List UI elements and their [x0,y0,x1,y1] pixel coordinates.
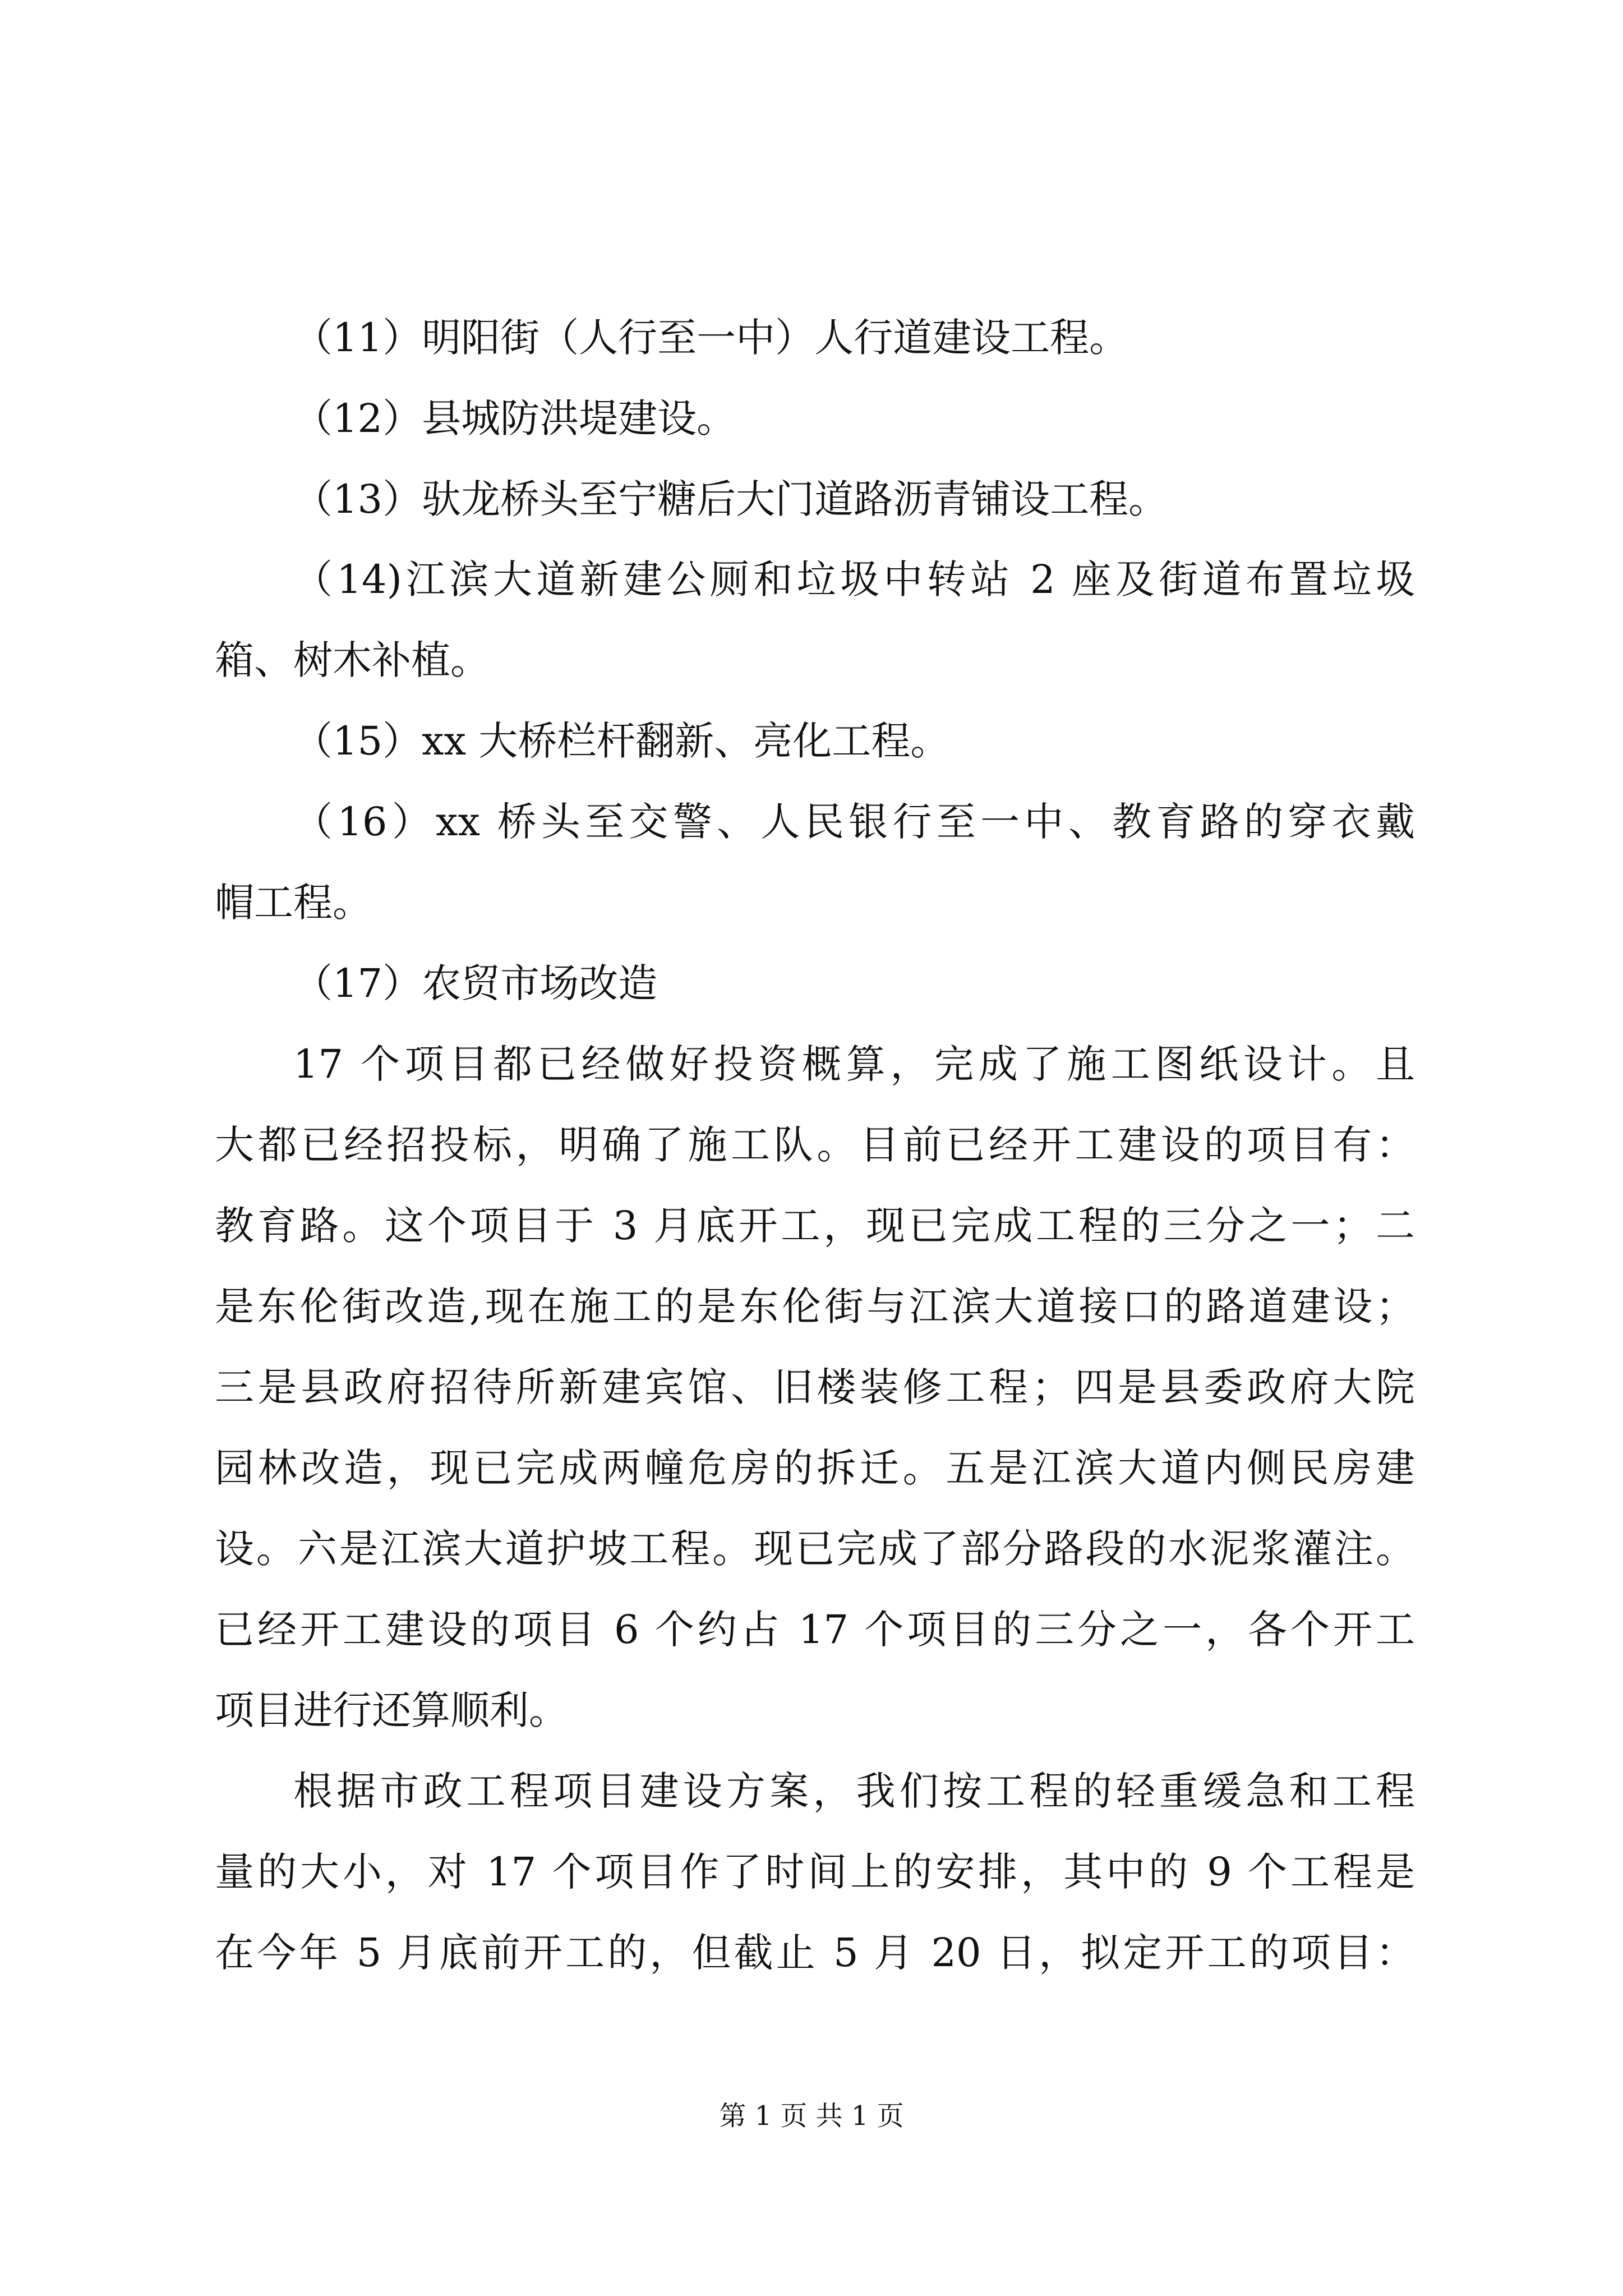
paragraph-1-line-7: 设。六是江滨大道护坡工程。现已完成了部分路段的水泥浆灌注。 [215,1526,1415,1572]
paragraph-2-line-1: 根据市政工程项目建设方案，我们按工程的轻重缓急和工程 [293,1768,1415,1814]
paragraph-1-line-5: 三是县政府招待所新建宾馆、旧楼装修工程；四是县委政府大院 [215,1364,1415,1410]
paragraph-2-line-2: 量的大小，对 17 个项目作了时间上的安排，其中的 9 个工程是 [215,1849,1415,1895]
list-item-14-line-1: （14)江滨大道新建公厕和垃圾中转站 2 座及街道布置垃圾 [293,556,1415,602]
paragraph-1-line-1: 17 个项目都已经做好投资概算，完成了施工图纸设计。且 [293,1041,1415,1087]
paragraph-1-line-6: 园林改造，现已完成两幢危房的拆迁。五是江滨大道内侧民房建 [215,1445,1415,1491]
paragraph-1-line-3: 教育路。这个项目于 3 月底开工，现已完成工程的三分之一；二 [215,1203,1415,1249]
list-item-15: （15）xx 大桥栏杆翻新、亮化工程。 [293,718,950,764]
paragraph-1-line-4: 是东伦街改造,现在施工的是东伦街与江滨大道接口的路道建设； [215,1283,1415,1329]
list-item-16-line-1: （16）xx 桥头至交警、人民银行至一中、教育路的穿衣戴 [293,799,1415,845]
paragraph-2-line-3: 在今年 5 月底前开工的，但截止 5 月 20 日，拟定开工的项目： [215,1930,1415,1976]
page-footer: 第 1 页 共 1 页 [719,2100,904,2132]
paragraph-1-line-9: 项目进行还算顺利。 [215,1687,568,1733]
list-item-13: （13）驮龙桥头至宁糖后大门道路沥青铺设工程。 [293,476,1168,522]
paragraph-1-line-8: 已经开工建设的项目 6 个约占 17 个项目的三分之一，各个开工 [215,1607,1415,1653]
list-item-16-line-2: 帽工程。 [215,880,372,926]
list-item-12: （12）县城防洪堤建设。 [293,395,736,441]
list-item-17: （17）农贸市场改造 [293,960,658,1006]
list-item-11: （11）明阳街（人行至一中）人行道建设工程。 [293,315,1129,361]
list-item-14-line-2: 箱、树木补植。 [215,637,490,683]
paragraph-1-line-2: 大都已经招投标，明确了施工队。目前已经开工建设的项目有： [215,1122,1415,1168]
